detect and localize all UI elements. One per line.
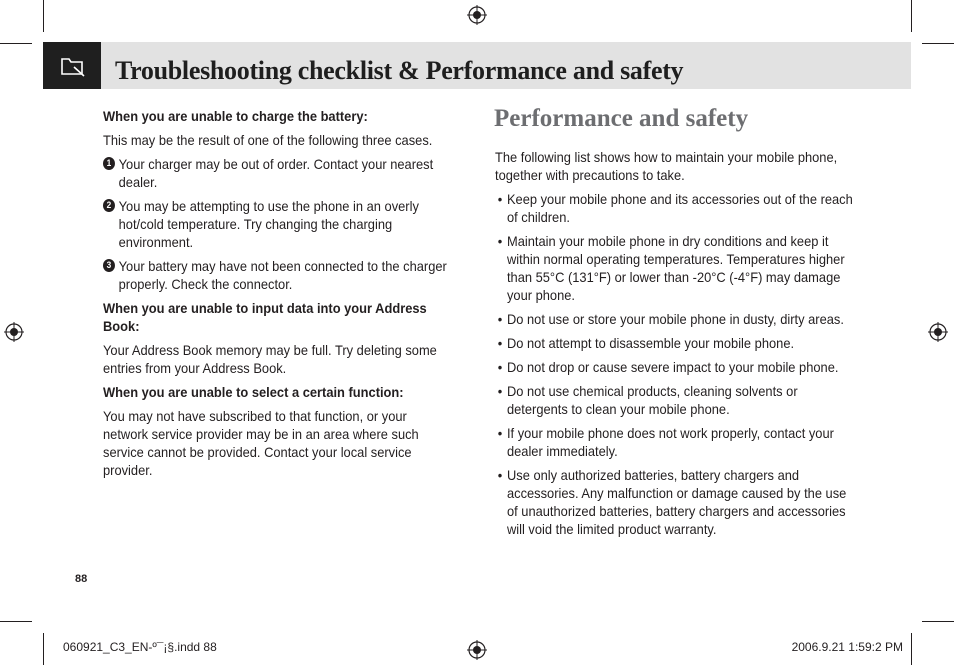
list-item-text: Do not use or store your mobile phone in dusty, dirty areas. [506,311,844,327]
registration-mark-icon [4,322,24,342]
list-item-text: Maintain your mobile phone in dry conditions and keep it within normal operating temperatures. Temperatures higher than 55°C (131°F) or lower than -20°C (-4°F) may damage your phone. [506,233,845,303]
number-badge: 3 [103,259,115,272]
safety-column [495,148,856,544]
list-item-text: Do not drop or cause severe impact to your mobile phone. [506,359,839,375]
list-item [495,358,856,376]
troubleshooting-column [103,107,454,485]
crop-mark [43,633,44,665]
list-item-text: Use only authorized batteries, battery chargers and accessories. Any malfunction or damage caused by the use of unauthorized batteries, battery chargers and accessories will void the limited product warranty. [506,467,847,537]
registration-mark-icon [467,5,487,25]
function-heading: When you are unable to select a certain function: [103,384,404,400]
list-item [103,257,454,293]
bullet-icon: • [497,359,503,375]
list-item [495,382,856,418]
list-item-text: You may be attempting to use the phone in an overly hot/cold temperature. Try changing the charging environment. [118,198,419,250]
charge-heading: When you are unable to charge the battery: [103,108,368,124]
list-item-text: Do not use chemical products, cleaning solvents or detergents to clean your mobile phone. [506,383,798,417]
crop-mark [922,621,954,622]
list-item-text: Your battery may have not been connected to the charger properly. Check the connector. [118,258,447,292]
registration-mark-icon [928,322,948,342]
header-tab [43,42,101,89]
page-number: 88 [75,573,88,585]
address-book-text: Your Address Book memory may be full. Try deleting some entries from your Address Book. [103,342,437,376]
list-item [495,334,856,352]
list-item [495,466,856,538]
number-badge: 1 [103,157,115,170]
bullet-icon: • [497,233,503,249]
list-item [495,310,856,328]
list-item-text: Keep your mobile phone and its accessories out of the reach of children. [506,191,853,225]
crop-mark [922,43,954,44]
folder-phone-icon [60,55,86,77]
bullet-icon: • [497,383,503,399]
function-text: You may not have subscribed to that function, or your network service provider may be in an area where such service cannot be provided. Contact your local service provider. [103,408,419,478]
list-item [495,424,856,460]
footer-timestamp: 2006.9.21 1:59:2 PM [791,640,903,654]
list-item-text: Do not attempt to disassemble your mobile phone. [506,335,795,351]
bullet-icon: • [497,311,503,327]
crop-mark [911,633,912,665]
crop-mark [0,43,32,44]
list-item [103,155,454,191]
crop-mark [911,0,912,32]
bullet-icon: • [497,425,503,441]
crop-mark [43,0,44,32]
list-item-text: Your charger may be out of order. Contact your nearest dealer. [118,156,434,190]
footer-file: 060921_C3_EN-º¯¡§.indd 88 [63,640,217,654]
list-item [495,190,856,226]
section-title: Performance and safety [494,105,749,132]
list-item-text: If your mobile phone does not work properly, contact your dealer immediately. [506,425,834,459]
crop-mark [0,621,32,622]
bullet-icon: • [497,191,503,207]
list-item [103,197,454,251]
registration-mark-icon [467,640,487,660]
safety-intro: The following list shows how to maintain your mobile phone, together with precautions to take. [495,149,838,183]
page-title: Troubleshooting checklist & Performance and safety [115,56,684,85]
list-item [495,232,856,304]
charge-intro: This may be the result of one of the following three cases. [103,132,433,148]
number-badge: 2 [103,199,115,212]
address-book-heading: When you are unable to input data into your Address Book: [103,300,427,334]
bullet-icon: • [497,335,503,351]
bullet-icon: • [497,467,503,483]
